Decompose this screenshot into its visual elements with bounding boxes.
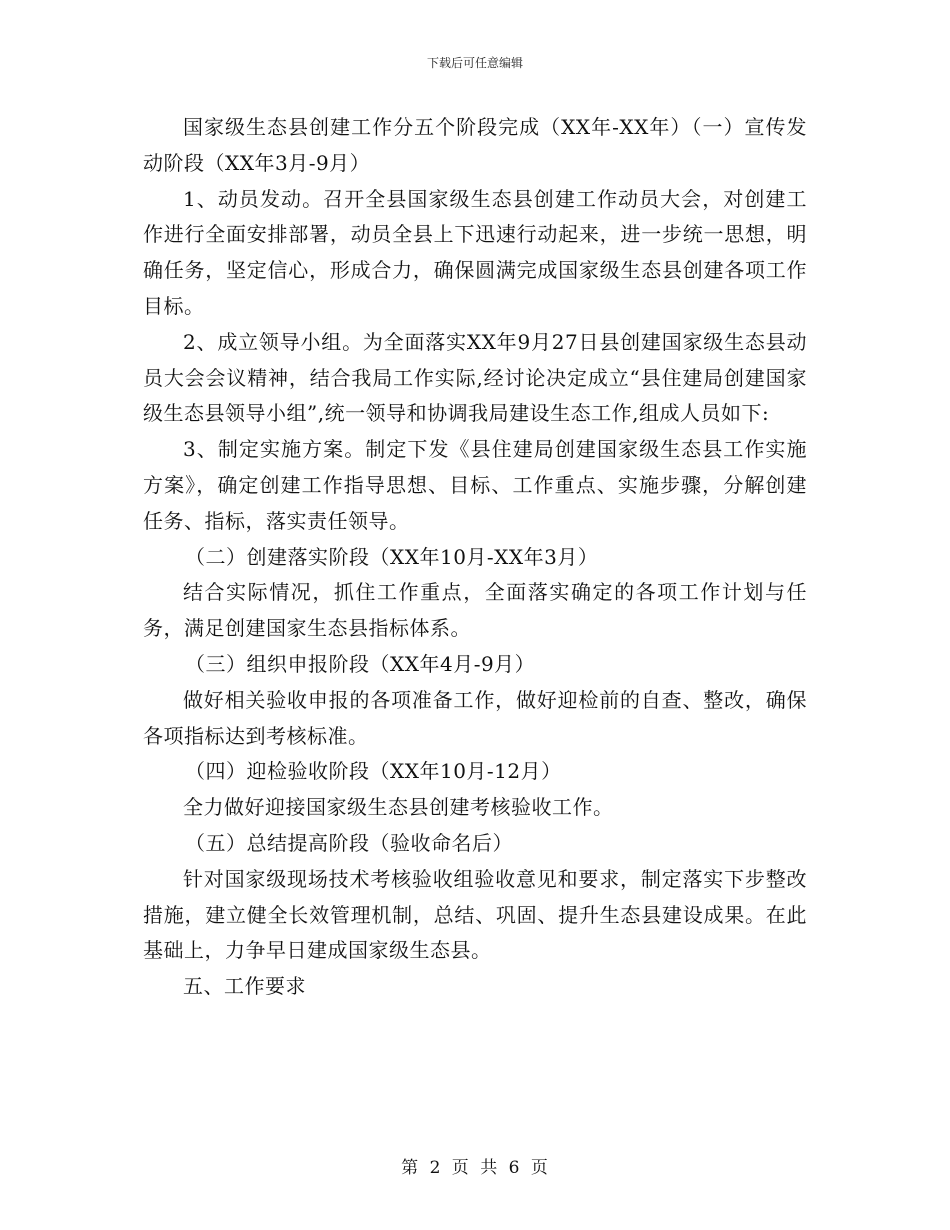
paragraph-section-3: 做好相关验收申报的各项准备工作，做好迎检前的自查、整改，确保各项指标达到考核标准。 (143, 687, 807, 748)
section-heading-4: （四）迎检验收阶段（XX年10月-12月） (185, 759, 562, 784)
paragraph-section-5: 针对国家级现场技术考核验收组验收意见和要求，制定落实下步整改措施，建立健全长效管理机制，总结、巩固、提升生态县建设成果。在此基础上，力争早日建成国家级生态县。 (143, 866, 807, 963)
section-heading-work-requirements: 五、工作要求 (183, 974, 306, 999)
header-note: 下载后可任意编辑 (426, 56, 523, 70)
section-heading-2: （二）创建落实阶段（XX年10月-XX年3月） (185, 544, 599, 569)
paragraph-intro: 国家级生态县创建工作分五个阶段完成（XX年-XX年）（一）宣传发动阶段（XX年3月-9月） (143, 115, 807, 175)
paragraph-leadership-group: 2、成立领导小组。为全面落实XX年9月27日县创建国家级生态县动员大会会议精神，结合我局工作实际,经讨论决定成立“县住建局创建国家级生态县领导小组”,统一领导和协调我局建设生态工作,组成人员如下: (143, 329, 807, 426)
section-heading-5: （五）总结提高阶段（验收命名后） (185, 830, 513, 855)
page-number-footer: 第 2 页 共 6 页 (401, 1158, 549, 1178)
paragraph-implementation-plan: 3、制定实施方案。制定下发《县住建局创建国家级生态县工作实施方案》，确定创建工作指导思想、目标、工作重点、实施步骤，分解创建任务、指标，落实责任领导。 (143, 437, 807, 533)
paragraph-mobilize: 1、动员发动。召开全县国家级生态县创建工作动员大会，对创建工作进行全面安排部署，动员全县上下迅速行动起来，进一步统一思想，明确任务，坚定信心，形成合力，确保圆满完成国家级生态县创建各项工作目标。 (143, 186, 807, 318)
section-heading-3: （三）组织申报阶段（XX年4月-9月） (185, 651, 536, 676)
paragraph-section-2: 结合实际情况，抓住工作重点，全面落实确定的各项工作计划与任务，满足创建国家生态县指标体系。 (143, 580, 807, 641)
paragraph-section-4: 全力做好迎接国家级生态县创建考核验收工作。 (183, 795, 614, 820)
document-body (143, 110, 807, 1005)
